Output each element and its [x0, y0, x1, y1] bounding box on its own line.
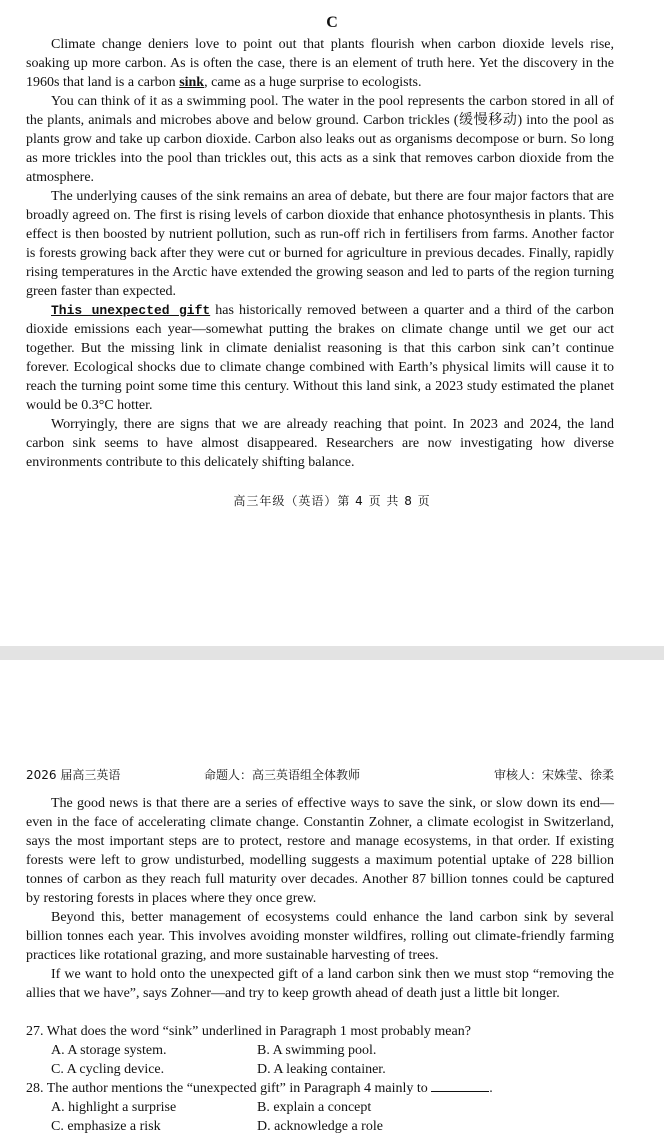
option-a: A. A storage system.	[51, 1043, 167, 1058]
page-footer: 高三年级（英语）第 4 页 共 8 页	[233, 494, 431, 508]
option-c: C. A cycling device.	[51, 1062, 165, 1077]
option-a: A. highlight a surprise	[51, 1100, 177, 1115]
underlined-word-sink: sink	[179, 75, 205, 90]
header-author: 命题人：高三英语组全体教师	[204, 768, 361, 782]
paragraph-4: This unexpected gift has historically removed between a quarter and a third of the carbon dioxide emissions each year—somewhat putting the brakes on climate change until we get our act together. But the missing link in climate denialist reasoning is that this carbon sink can’t continue forever. Ecological shocks due to climate change combined with Earth’s physical limits will cause it to reach the turning point some time this century. Without this land sink, a 2023 study estimated the planet would be 0.3°C hotter.	[26, 303, 614, 413]
header-course: 2026 届高三英语	[26, 768, 121, 782]
question-28	[26, 1079, 626, 1136]
option-d: D. A leaking container.	[257, 1062, 386, 1077]
paragraph-2: You can think of it as a swimming pool. The water in the pool represents the carbon stored in all of the plants, animals and microbes above and below ground. Carbon trickles (缓慢移动) into the pool as plants grow and take up carbon dioxide. Carbon also leaks out as organisms decompose or burn. So long as more trickles into the pool than trickles out, this acts as a sink that removes carbon dioxide from the atmosphere.	[26, 94, 614, 185]
passage-c-part2	[26, 794, 614, 1003]
question-stem: 27. What does the word “sink” underlined in Paragraph 1 most probably mean?	[26, 1024, 471, 1039]
paragraph-5: Worryingly, there are signs that we are already reaching that point. In 2023 and 2024, the land carbon sink seems to have almost disappeared. Researchers are now investigating how diverse environments contribute to this delicately shifting balance.	[26, 417, 614, 470]
paragraph-8: If we want to hold onto the unexpected gift of a land carbon sink then we must stop “removing the allies that we have”, says Zohner—and try to keep growth ahead of death just a little bit longer.	[26, 967, 614, 1001]
page-separator	[0, 646, 664, 660]
underlined-phrase-unexpected-gift: This unexpected gift	[51, 303, 211, 318]
passage-c-part1	[26, 35, 614, 472]
paragraph-6: The good news is that there are a series of effective ways to save the sink, or slow down its end—even in the face of accelerating climate change. Constantin Zohner, a climate ecologist in Switzerland, says the most important steps are to protect, restore and manage ecosystems, in that order. If existing forests were left to grow undisturbed, modelling suggests a maximum potential uptake of 228 billion tonnes of carbon as they reach full maturity over decades. Another 87 billion tonnes could be captured by restoring forests in places where they once grew.	[26, 796, 614, 906]
answer-blank	[431, 1079, 489, 1092]
option-b: B. explain a concept	[257, 1100, 372, 1115]
option-b: B. A swimming pool.	[257, 1043, 377, 1058]
header-reviewer: 审核人：宋姝莹、徐柔	[493, 768, 614, 782]
paragraph-1: Climate change deniers love to point out that plants flourish when carbon dioxide levels rise, soaking up more carbon. As is often the case, there is an element of truth here. Yet the discovery in the 1960s that land is a carbon sink, came as a huge surprise to ecologists.	[26, 37, 614, 90]
question-stem: 28. The author mentions the “unexpected gift” in Paragraph 4 mainly to .	[26, 1081, 493, 1096]
question-27	[26, 1022, 626, 1079]
paragraph-3: The underlying causes of the sink remains an area of debate, but there are four major factors that are broadly agreed on. The first is rising levels of carbon dioxide that enhance photosynthesis in plants. This effect is then boosted by nutrient pollution, such as run-off rich in fertilisers from farms. Another factor is forests growing back after they were cut or burned for agriculture in previous decades. Finally, rapidly rising temperatures in the Arctic have extended the growing season and led to parts of the region turning green faster than expected.	[26, 189, 614, 299]
option-c: C. emphasize a risk	[51, 1119, 161, 1134]
paragraph-7: Beyond this, better management of ecosystems could enhance the land carbon sink by several billion tonnes each year. This involves avoiding monster wildfires, rolling out climate-friendly farming practices like rotational grazing, and more sustainable harvesting of trees.	[26, 910, 614, 963]
exam-page-5	[0, 660, 664, 1137]
question-list	[26, 1022, 626, 1136]
option-d: D. acknowledge a role	[257, 1119, 383, 1134]
section-letter: C	[326, 14, 338, 31]
